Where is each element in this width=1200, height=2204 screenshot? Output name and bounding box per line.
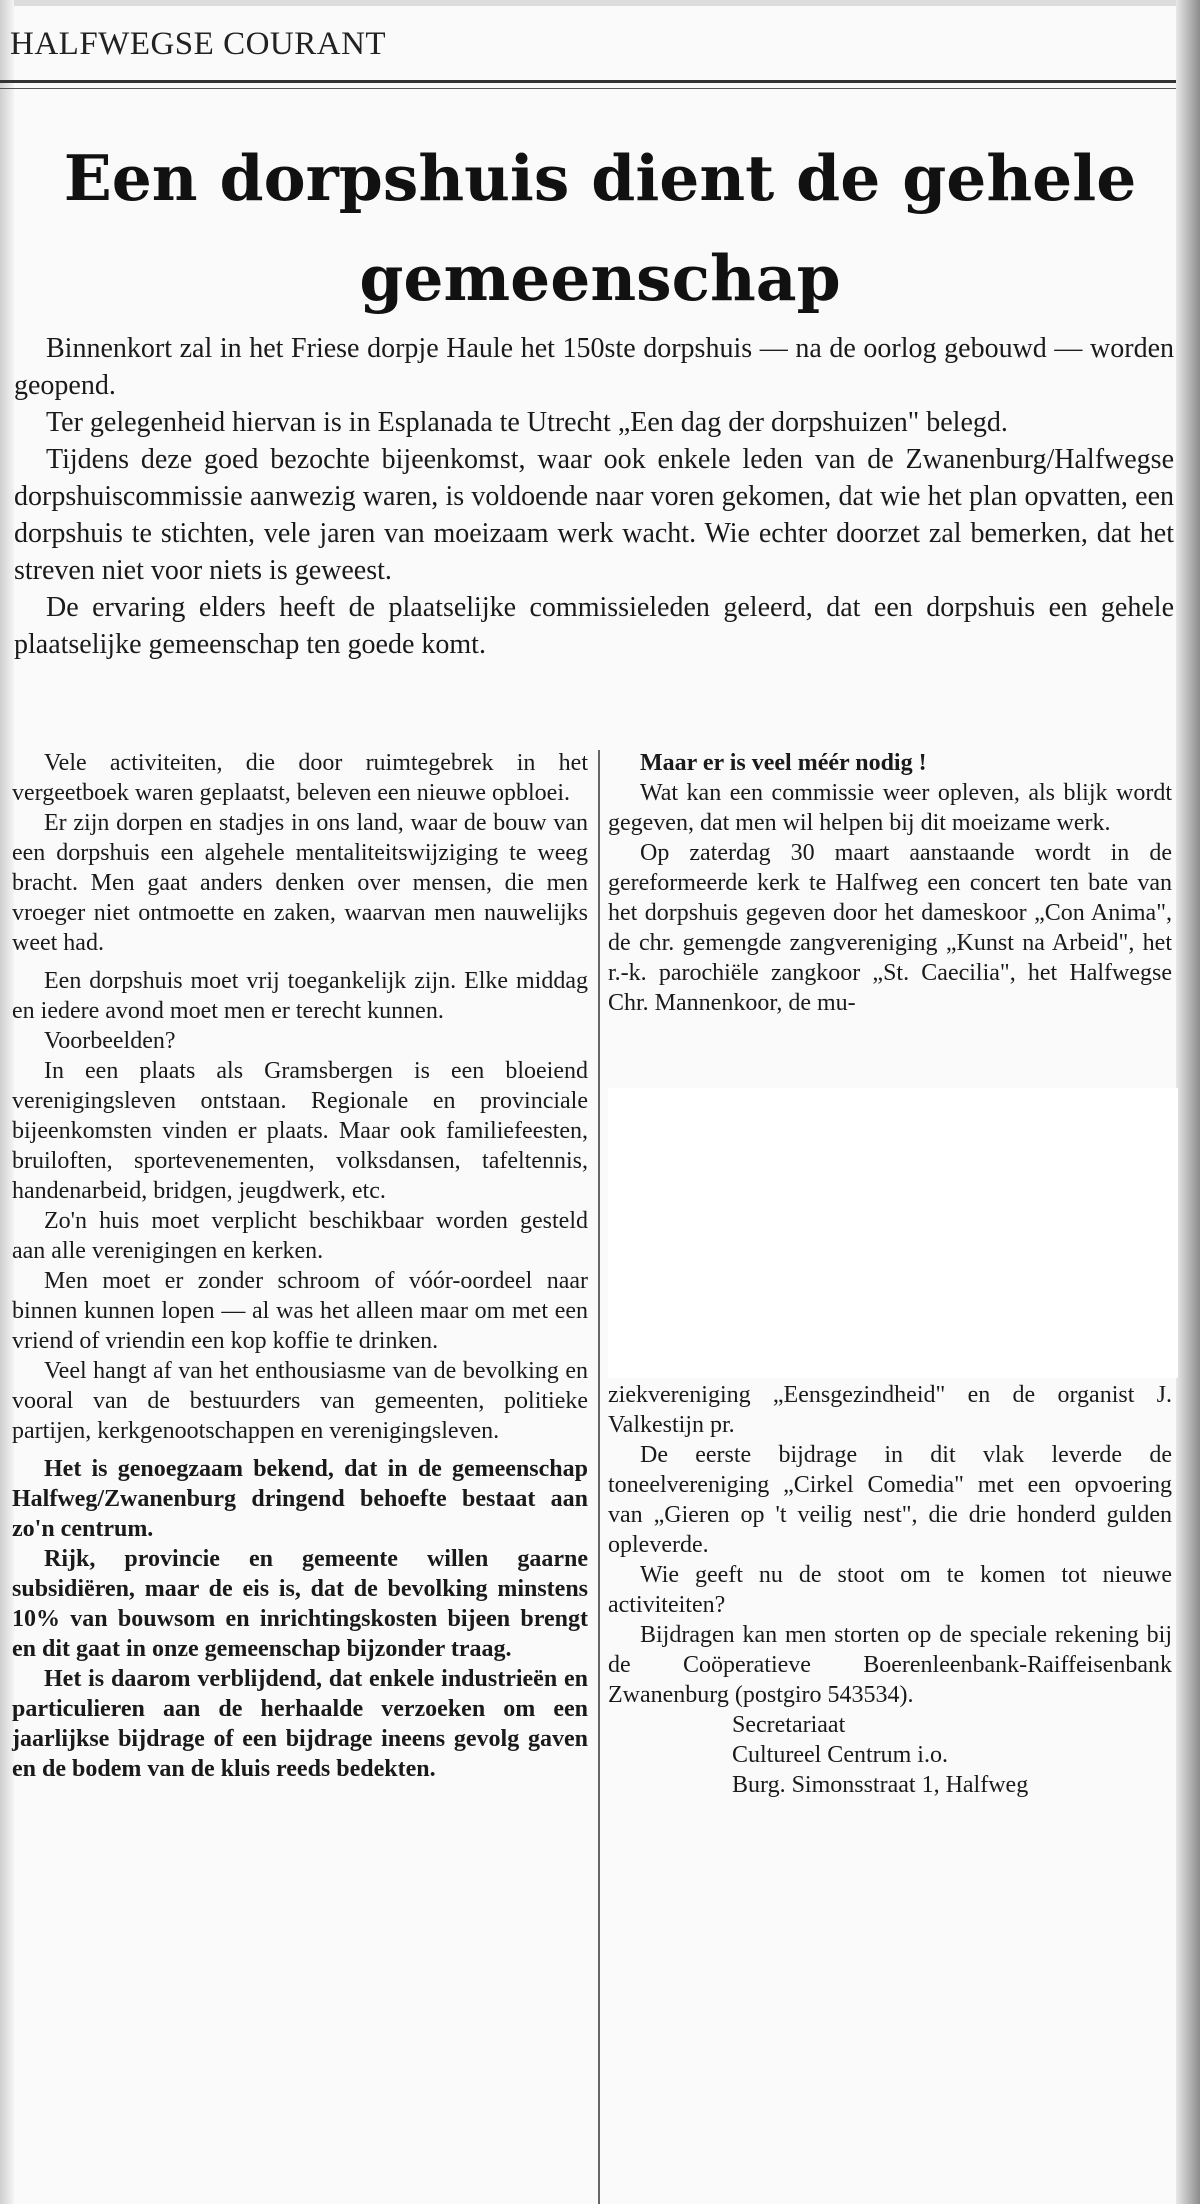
left-paragraph-bold: Het is daarom verblijdend, dat enkele industrieën en particulieren aan de herhaalde verzoeken om een jaarlijkse bijdrage of een bijdrage ineens gevolg gaven en de bodem van de kluis reeds bedekten. xyxy=(12,1666,588,1782)
blank-space xyxy=(608,1088,1178,1378)
masthead: HALFWEGSE COURANT xyxy=(10,26,387,62)
right-paragraph: De eerste bijdrage in dit vlak leverde de toneelvereniging „Cirkel Comedia" met een opvoering van „Gieren op 't veilig nest", die drie honderd gulden opleverde. xyxy=(608,1442,1172,1558)
signature-line: Cultureel Centrum i.o. xyxy=(732,1742,948,1768)
left-paragraph: Er zijn dorpen en stadjes in ons land, waar de bouw van een dorpshuis een algehele mentaliteitswijziging te weeg bracht. Men gaat anders denken over mensen, die men vroeger niet ontmoette en zaken, waarvan men nauwelijks weet had. xyxy=(12,810,588,956)
signature-line: Burg. Simonsstraat 1, Halfweg xyxy=(732,1772,1029,1798)
masthead-rule xyxy=(0,80,1176,83)
left-paragraph-bold: Het is genoegzaam bekend, dat in de gemeenschap Halfweg/Zwanenburg dringend behoefte bestaat aan zo'n centrum. xyxy=(12,1456,588,1542)
left-paragraph: Veel hangt af van het enthousiasme van de bevolking en vooral van de bestuurders van gemeenten, politieke partijen, kerkgenootschappen en verenigingsleven. xyxy=(12,1358,588,1444)
right-paragraph: Op zaterdag 30 maart aanstaande wordt in de gereformeerde kerk te Halfweg een concert ten bate van het dorpshuis gegeven door het dameskoor „Con Anima", de chr. gemengde zangvereniging „Kunst na Arbeid", het r.-k. parochiële zangkoor „St. Caecilia", het Halfwegse Chr. Mannenkoor, de mu- xyxy=(608,840,1172,1016)
right-column-bottom xyxy=(608,1380,1172,1800)
lead-paragraph: Tijdens deze goed bezochte bijeenkomst, waar ook enkele leden van de Zwanenburg/Halfwegse dorpshuiscommissie aanwezig waren, is voldoende naar voren gekomen, dat wie het plan opvatten, een dorpshuis te stichten, vele jaren van moeizaam werk wacht. Wie echter doorzet zal bemerken, dat het streven niet voor niets is geweest. xyxy=(14,444,1174,586)
left-paragraph: Vele activiteiten, die door ruimtegebrek in het vergeetboek waren geplaatst, beleven een nieuwe opbloei. xyxy=(12,750,588,806)
left-column xyxy=(12,748,588,1784)
signature-block xyxy=(608,1710,1172,1800)
left-paragraph-bold: Rijk, provincie en gemeente willen gaarne subsidiëren, maar de eis is, dat de bevolking minstens 10% van bouwsom en inrichtingskosten bijeen brengt en dit gaat in onze gemeenschap bijzonder traag. xyxy=(12,1546,588,1662)
right-paragraph: Bijdragen kan men storten op de speciale rekening bij de Coöperatieve Boerenleenbank-Raiffeisenbank Zwanenburg (postgiro 543534). xyxy=(608,1622,1172,1708)
right-paragraph: ziekvereniging „Eensgezindheid" en de organist J. Valkestijn pr. xyxy=(608,1382,1172,1438)
right-paragraph: Wie geeft nu de stoot om te komen tot nieuwe activiteiten? xyxy=(608,1562,1172,1618)
signature-line: Secretariaat xyxy=(732,1712,846,1738)
column-rule xyxy=(598,750,600,2204)
right-column-top xyxy=(608,748,1172,1018)
headline: Een dorpshuis dient de gehele gemeenschap xyxy=(63,141,1137,315)
left-paragraph: Een dorpshuis moet vrij toegankelijk zijn. Elke middag en iedere avond moet men er terecht kunnen. xyxy=(12,968,588,1024)
scan-edge-top xyxy=(0,0,1200,6)
lead-paragraph: De ervaring elders heeft de plaatselijke commissieleden geleerd, dat een dorpshuis een gehele plaatselijke gemeenschap ten goede komt. xyxy=(14,592,1174,660)
lead-paragraph: Binnenkort zal in het Friese dorpje Haule het 150ste dorpshuis — na de oorlog gebouwd — worden geopend. xyxy=(14,333,1174,401)
subheading: Maar er is veel méér nodig ! xyxy=(640,750,927,776)
right-paragraph: Wat kan een commissie weer opleven, als blijk wordt gegeven, dat men wil helpen bij dit moeizame werk. xyxy=(608,780,1172,836)
left-paragraph: In een plaats als Gramsbergen is een bloeiend verenigingsleven ontstaan. Regionale en provinciale bijeenkomsten vinden er plaats. Maar ook familiefeesten, bruiloften, sportevenementen, volksdansen, tafeltennis, handenarbeid, bridgen, jeugdwerk, etc. xyxy=(12,1058,588,1204)
scan-edge-right xyxy=(1176,0,1200,2204)
left-paragraph: Men moet er zonder schroom of vóór-oordeel naar binnen kunnen lopen — al was het alleen maar om met een vriend of vriendin een kop koffie te drinken. xyxy=(12,1268,588,1354)
left-paragraph: Zo'n huis moet verplicht beschikbaar worden gesteld aan alle verenigingen en kerken. xyxy=(12,1208,588,1264)
lead-paragraphs xyxy=(14,330,1174,663)
lead-paragraph: Ter gelegenheid hiervan is in Esplanada te Utrecht „Een dag der dorpshuizen" belegd. xyxy=(46,407,1008,438)
masthead-rule-thin xyxy=(0,88,1176,89)
left-paragraph: Voorbeelden? xyxy=(44,1028,176,1054)
